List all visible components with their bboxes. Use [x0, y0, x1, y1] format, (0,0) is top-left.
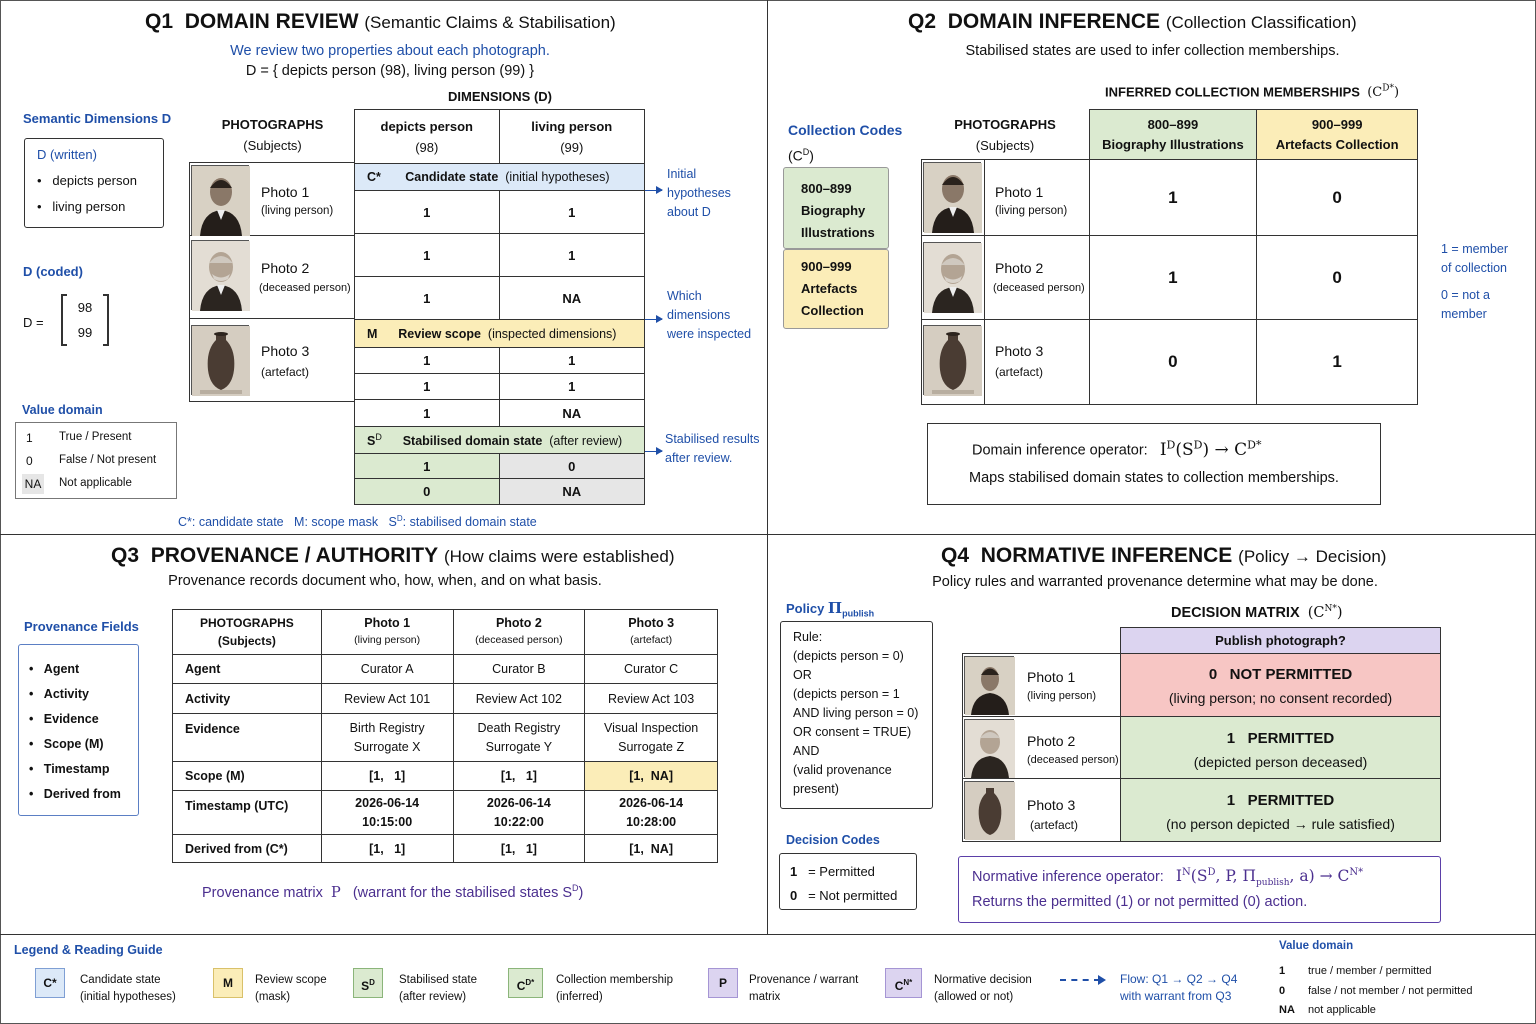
table-cell: Derived from (C*)	[173, 835, 322, 863]
d-item: • living person	[37, 199, 126, 214]
cell: 1	[355, 454, 500, 479]
d-item: • depicts person	[37, 173, 137, 188]
col-depicts-person: depicts person	[380, 118, 473, 134]
col-biography-name: Biography Illustrations	[1102, 136, 1244, 152]
legend-vd-label: Value domain	[1279, 940, 1354, 952]
table-cell: Curator A	[321, 655, 453, 684]
d-vec-1: 99	[77, 325, 93, 340]
note-stabilised: Stabilised results after review.	[665, 432, 760, 465]
domain-inference-operator-box	[927, 423, 1381, 505]
table-cell	[922, 110, 1090, 160]
cell: NA	[499, 400, 645, 427]
photo-3-name: Photo 3	[995, 343, 1044, 359]
table-cell: Curator C	[585, 655, 718, 684]
note-scope: Which dimensions were inspected	[667, 289, 752, 341]
note-initial: Initial hypotheses about D	[667, 167, 731, 219]
table-cell: Evidence	[173, 714, 322, 762]
normative-operator-box	[958, 856, 1441, 923]
op-description: Maps stabilised domain states to collection memberships.	[969, 470, 1339, 486]
table-cell: Photo 3 (artefact)	[585, 610, 718, 655]
cell: 1	[355, 277, 500, 320]
legend-sd-text: Stabilised state (after review)	[399, 974, 477, 1003]
vd-text: False / Not present	[59, 454, 157, 466]
table-cell	[499, 110, 645, 164]
cell: 0	[499, 454, 645, 479]
q2-photos-header: PHOTOGRAPHS (Subjects)	[954, 117, 1056, 153]
decision-cell-photo-2: 1 PERMITTED (depicted person deceased)	[1120, 716, 1441, 779]
cstar-band: C* Candidate state (initial hypotheses)	[355, 164, 645, 191]
photo-2-desc: (deceased person)	[1027, 754, 1119, 766]
cell: 1	[499, 374, 645, 400]
photo-3-desc: (artefact)	[261, 365, 310, 379]
photo-1-desc: (living person)	[995, 205, 1068, 217]
photo-1-name: Photo 1	[995, 184, 1044, 200]
cell: 2026-06-14 10:15:00	[321, 791, 453, 835]
q4-title: Q4 NORMATIVE INFERENCE (Policy → Decision)	[941, 544, 1387, 567]
vd-code: 0	[26, 454, 33, 468]
dims-header: DIMENSIONS (D)	[448, 89, 552, 104]
fields-list: • Agent • Activity • Evidence • Scope (M) • Timestamp • Derived from	[29, 662, 121, 801]
note-arrow	[645, 451, 662, 452]
decision-matrix-header: DECISION MATRIX $(C^{N*})$	[1171, 604, 1343, 621]
collection-codes-label: Collection Codes $(C^D)$	[788, 122, 903, 164]
vd-text: Not applicable	[59, 477, 132, 489]
op-label: Domain inference operator:	[972, 442, 1148, 459]
legend-cd-text: Collection membership (inferred)	[556, 974, 673, 1003]
photo-2-desc: (deceased person)	[993, 282, 1085, 294]
q1-photos-header: PHOTOGRAPHS (Subjects)	[221, 117, 324, 153]
decision-cell-photo-1: 0 NOT PERMITTED (living person; no consent recorded)	[1120, 653, 1441, 717]
table-cell: [1, NA]	[585, 835, 718, 863]
code-artefacts: 900–999 Artefacts Collection	[783, 249, 889, 329]
q1-dset: D = { depicts person (98), living person (99) }	[245, 63, 535, 79]
q1-dims-table	[354, 109, 645, 505]
photo-2-thumbnail	[964, 719, 1014, 777]
legend-cn-swatch: $C^{N*}$	[885, 968, 922, 998]
flow-dashed-arrow	[1060, 979, 1100, 981]
q2-title: Q2 DOMAIN INFERENCE (Collection Classification)	[908, 10, 1357, 33]
m-band: M Review scope (inspected dimensions)	[355, 320, 645, 348]
legend-title: Legend & Reading Guide	[14, 943, 163, 957]
col-biography-code: 800–899	[1147, 116, 1199, 132]
q2-matrix	[921, 109, 1418, 405]
legend-m-text: Review scope (mask)	[255, 974, 327, 1003]
decision-codes-label: Decision Codes	[786, 833, 880, 847]
d-coded-label: D (coded)	[23, 264, 83, 279]
cell: 1	[1257, 320, 1418, 405]
q3-title: Q3 PROVENANCE / AUTHORITY (How claims were established)	[111, 544, 675, 567]
photo-3-thumbnail	[191, 325, 249, 395]
col-artefacts-name: Artefacts Collection	[1275, 136, 1399, 152]
cell: 1	[1089, 236, 1257, 320]
op-description: Returns the permitted (1) or not permitted (0) action.	[972, 894, 1308, 910]
legend-p-text: Provenance / warrant matrix	[749, 974, 859, 1003]
cell: 0	[1257, 160, 1418, 236]
q3-intro: Provenance records document who, how, when, and on what basis.	[168, 573, 602, 589]
col-living-person: living person	[531, 118, 613, 134]
legend-vd-list: 1 true / member / permitted 0 false / not member / not permitted NA not applicable	[1279, 965, 1473, 1016]
legend-m-swatch: M	[213, 968, 243, 998]
provenance-fields-box	[18, 644, 139, 816]
col-artefacts-code: 900–999	[1311, 116, 1363, 132]
photo-2-thumbnail	[191, 240, 249, 310]
cell: 1	[355, 400, 500, 427]
table-cell: PHOTOGRAPHS (Subjects)	[173, 610, 322, 655]
q1-intro: We review two properties about each photograph.	[230, 43, 550, 59]
cell: 1	[499, 191, 645, 234]
legend-cstar-swatch: C*	[35, 968, 65, 998]
photo-2-name: Photo 2	[995, 260, 1044, 276]
q1-title: Q1 DOMAIN REVIEW (Semantic Claims & Stabilisation)	[145, 10, 616, 33]
cell: 0	[1257, 236, 1418, 320]
provenance-matrix-caption: Provenance matrix P (warrant for the stabilised states $S^D$)	[202, 883, 584, 901]
policy-label: Policy $\Pi_{publish}$	[786, 599, 875, 619]
photo-3-name: Photo 3	[261, 343, 310, 359]
cell: 1	[499, 234, 645, 277]
note-arrow	[645, 190, 662, 191]
cell: NA	[499, 479, 645, 505]
photo-2-desc: (deceased person)	[259, 282, 351, 294]
photo-3-thumbnail	[923, 325, 981, 395]
table-cell: Photo 2 (deceased person)	[453, 610, 585, 655]
table-cell: Review Act 101	[321, 684, 453, 714]
cell: 1	[355, 234, 500, 277]
decision-cell-photo-3: 1 PERMITTED (no person depicted → rule satisfied)	[1120, 778, 1441, 842]
note-arrow	[645, 319, 662, 320]
op-formula: $I^D(S^D) \to C^{D*}$	[1159, 438, 1262, 460]
table-cell: Scope (M)	[173, 762, 322, 791]
op-formula: $I^N(S^D$, P, $\Pi_{publish}$, $a) \to C^{N*}$	[1175, 867, 1364, 889]
photo-1-name: Photo 1	[1027, 669, 1076, 685]
table-cell: Review Act 102	[453, 684, 585, 714]
table-cell	[355, 110, 500, 164]
table-cell: [1, 1]	[453, 835, 585, 863]
cell: NA	[499, 277, 645, 320]
d-vec-0: 98	[77, 300, 93, 315]
photo-1-desc: (living person)	[261, 205, 334, 217]
provenance-fields-label: Provenance Fields	[24, 619, 139, 634]
table-cell	[1089, 110, 1257, 160]
cell: Visual Inspection Surrogate Z	[585, 714, 718, 762]
cell: 1	[355, 374, 500, 400]
cell: 2026-06-14 10:28:00	[585, 791, 718, 835]
rule-text: Rule: (depicts person = 0) OR (depicts person = 1 AND living person = 0) OR consent = TRUE) AND (valid provenance present)	[793, 630, 919, 796]
photo-2-name: Photo 2	[261, 260, 310, 276]
photo-1-name: Photo 1	[261, 184, 310, 200]
sem-dim-label: Semantic Dimensions D	[23, 111, 172, 126]
code-biography: 800–899 Biography Illustrations	[783, 167, 889, 249]
legend-divider	[0, 934, 1536, 935]
legend-sd-swatch: $S^D$	[353, 968, 383, 998]
value-domain-box	[15, 422, 177, 499]
publish-column-header: Publish photograph?	[1120, 627, 1441, 654]
q4-intro: Policy rules and warranted provenance determine what may be done.	[932, 574, 1378, 590]
photo-3-thumbnail	[964, 781, 1014, 839]
table-cell: Photo 1 (living person)	[321, 610, 453, 655]
photo-2-name: Photo 2	[1027, 733, 1076, 749]
table-cell: [1, 1]	[321, 835, 453, 863]
note-not-member: 0 = not a member	[1441, 288, 1490, 321]
d-written-label: D (written)	[37, 147, 97, 162]
cell: 1	[499, 348, 645, 374]
table-cell	[1257, 110, 1418, 160]
legend-cd-swatch: $C^{D*}$	[508, 968, 543, 998]
cell: 1	[355, 348, 500, 374]
table-cell: Activity	[173, 684, 322, 714]
table-cell: [1, 1]	[321, 762, 453, 791]
photo-3-desc: (artefact)	[1030, 818, 1079, 832]
q1-footer: C*: candidate state M: scope mask $S^D$: stabilised domain state	[178, 514, 537, 530]
cell: 0	[1089, 320, 1257, 405]
legend-flow-text: Flow: Q1 → Q2 → Q4 with warrant from Q3	[1120, 972, 1238, 1003]
sd-band: $S^D$ Stabilised domain state (after review)	[355, 427, 645, 454]
decision-codes-box: 1 = Permitted 0 = Not permitted	[779, 853, 917, 910]
vd-code: 1	[26, 431, 33, 445]
op-label: Normative inference operator:	[972, 869, 1164, 886]
value-domain-label: Value domain	[22, 403, 103, 417]
table-cell: Agent	[173, 655, 322, 684]
cell: Death Registry Surrogate Y	[453, 714, 585, 762]
col-code: (99)	[560, 139, 584, 155]
policy-rule-box	[780, 621, 933, 809]
vd-text: True / Present	[59, 431, 132, 443]
table-cell: [1, NA]	[585, 762, 718, 791]
cell: 2026-06-14 10:22:00	[453, 791, 585, 835]
legend-p-swatch: P	[708, 968, 738, 998]
q2-intro: Stabilised states are used to infer collection memberships.	[965, 43, 1340, 59]
inferred-header: INFERRED COLLECTION MEMBERSHIPS $(C^{D*})$	[1105, 84, 1400, 101]
provenance-table	[172, 609, 718, 863]
photo-1-thumbnail	[191, 165, 249, 235]
photo-1-thumbnail	[923, 162, 981, 232]
photo-2-thumbnail	[923, 242, 981, 312]
legend-cstar-text: Candidate state (initial hypotheses)	[80, 974, 176, 1003]
cell: 1	[355, 191, 500, 234]
photo-3-name: Photo 3	[1027, 797, 1076, 813]
photo-1-thumbnail	[964, 656, 1014, 714]
flow-arrowhead	[1098, 975, 1106, 985]
table-cell: Curator B	[453, 655, 585, 684]
table-cell: Review Act 103	[585, 684, 718, 714]
col-code: (98)	[415, 139, 439, 155]
vd-code: NA	[22, 474, 44, 494]
table-cell: Timestamp (UTC)	[173, 791, 322, 835]
photo-3-desc: (artefact)	[995, 365, 1044, 379]
cell: 0	[355, 479, 500, 505]
photo-1-desc: (living person)	[1027, 690, 1097, 702]
d-written-box	[24, 138, 164, 228]
d-eq: D =	[23, 315, 44, 330]
legend-cn-text: Normative decision (allowed or not)	[934, 974, 1032, 1003]
d-vector	[61, 294, 109, 346]
cell: Birth Registry Surrogate X	[321, 714, 453, 762]
table-cell: [1, 1]	[453, 762, 585, 791]
vertical-divider	[767, 0, 768, 934]
cell: 1	[1089, 160, 1257, 236]
note-member: 1 = member of collection	[1441, 242, 1509, 275]
horizontal-divider	[0, 534, 1536, 535]
